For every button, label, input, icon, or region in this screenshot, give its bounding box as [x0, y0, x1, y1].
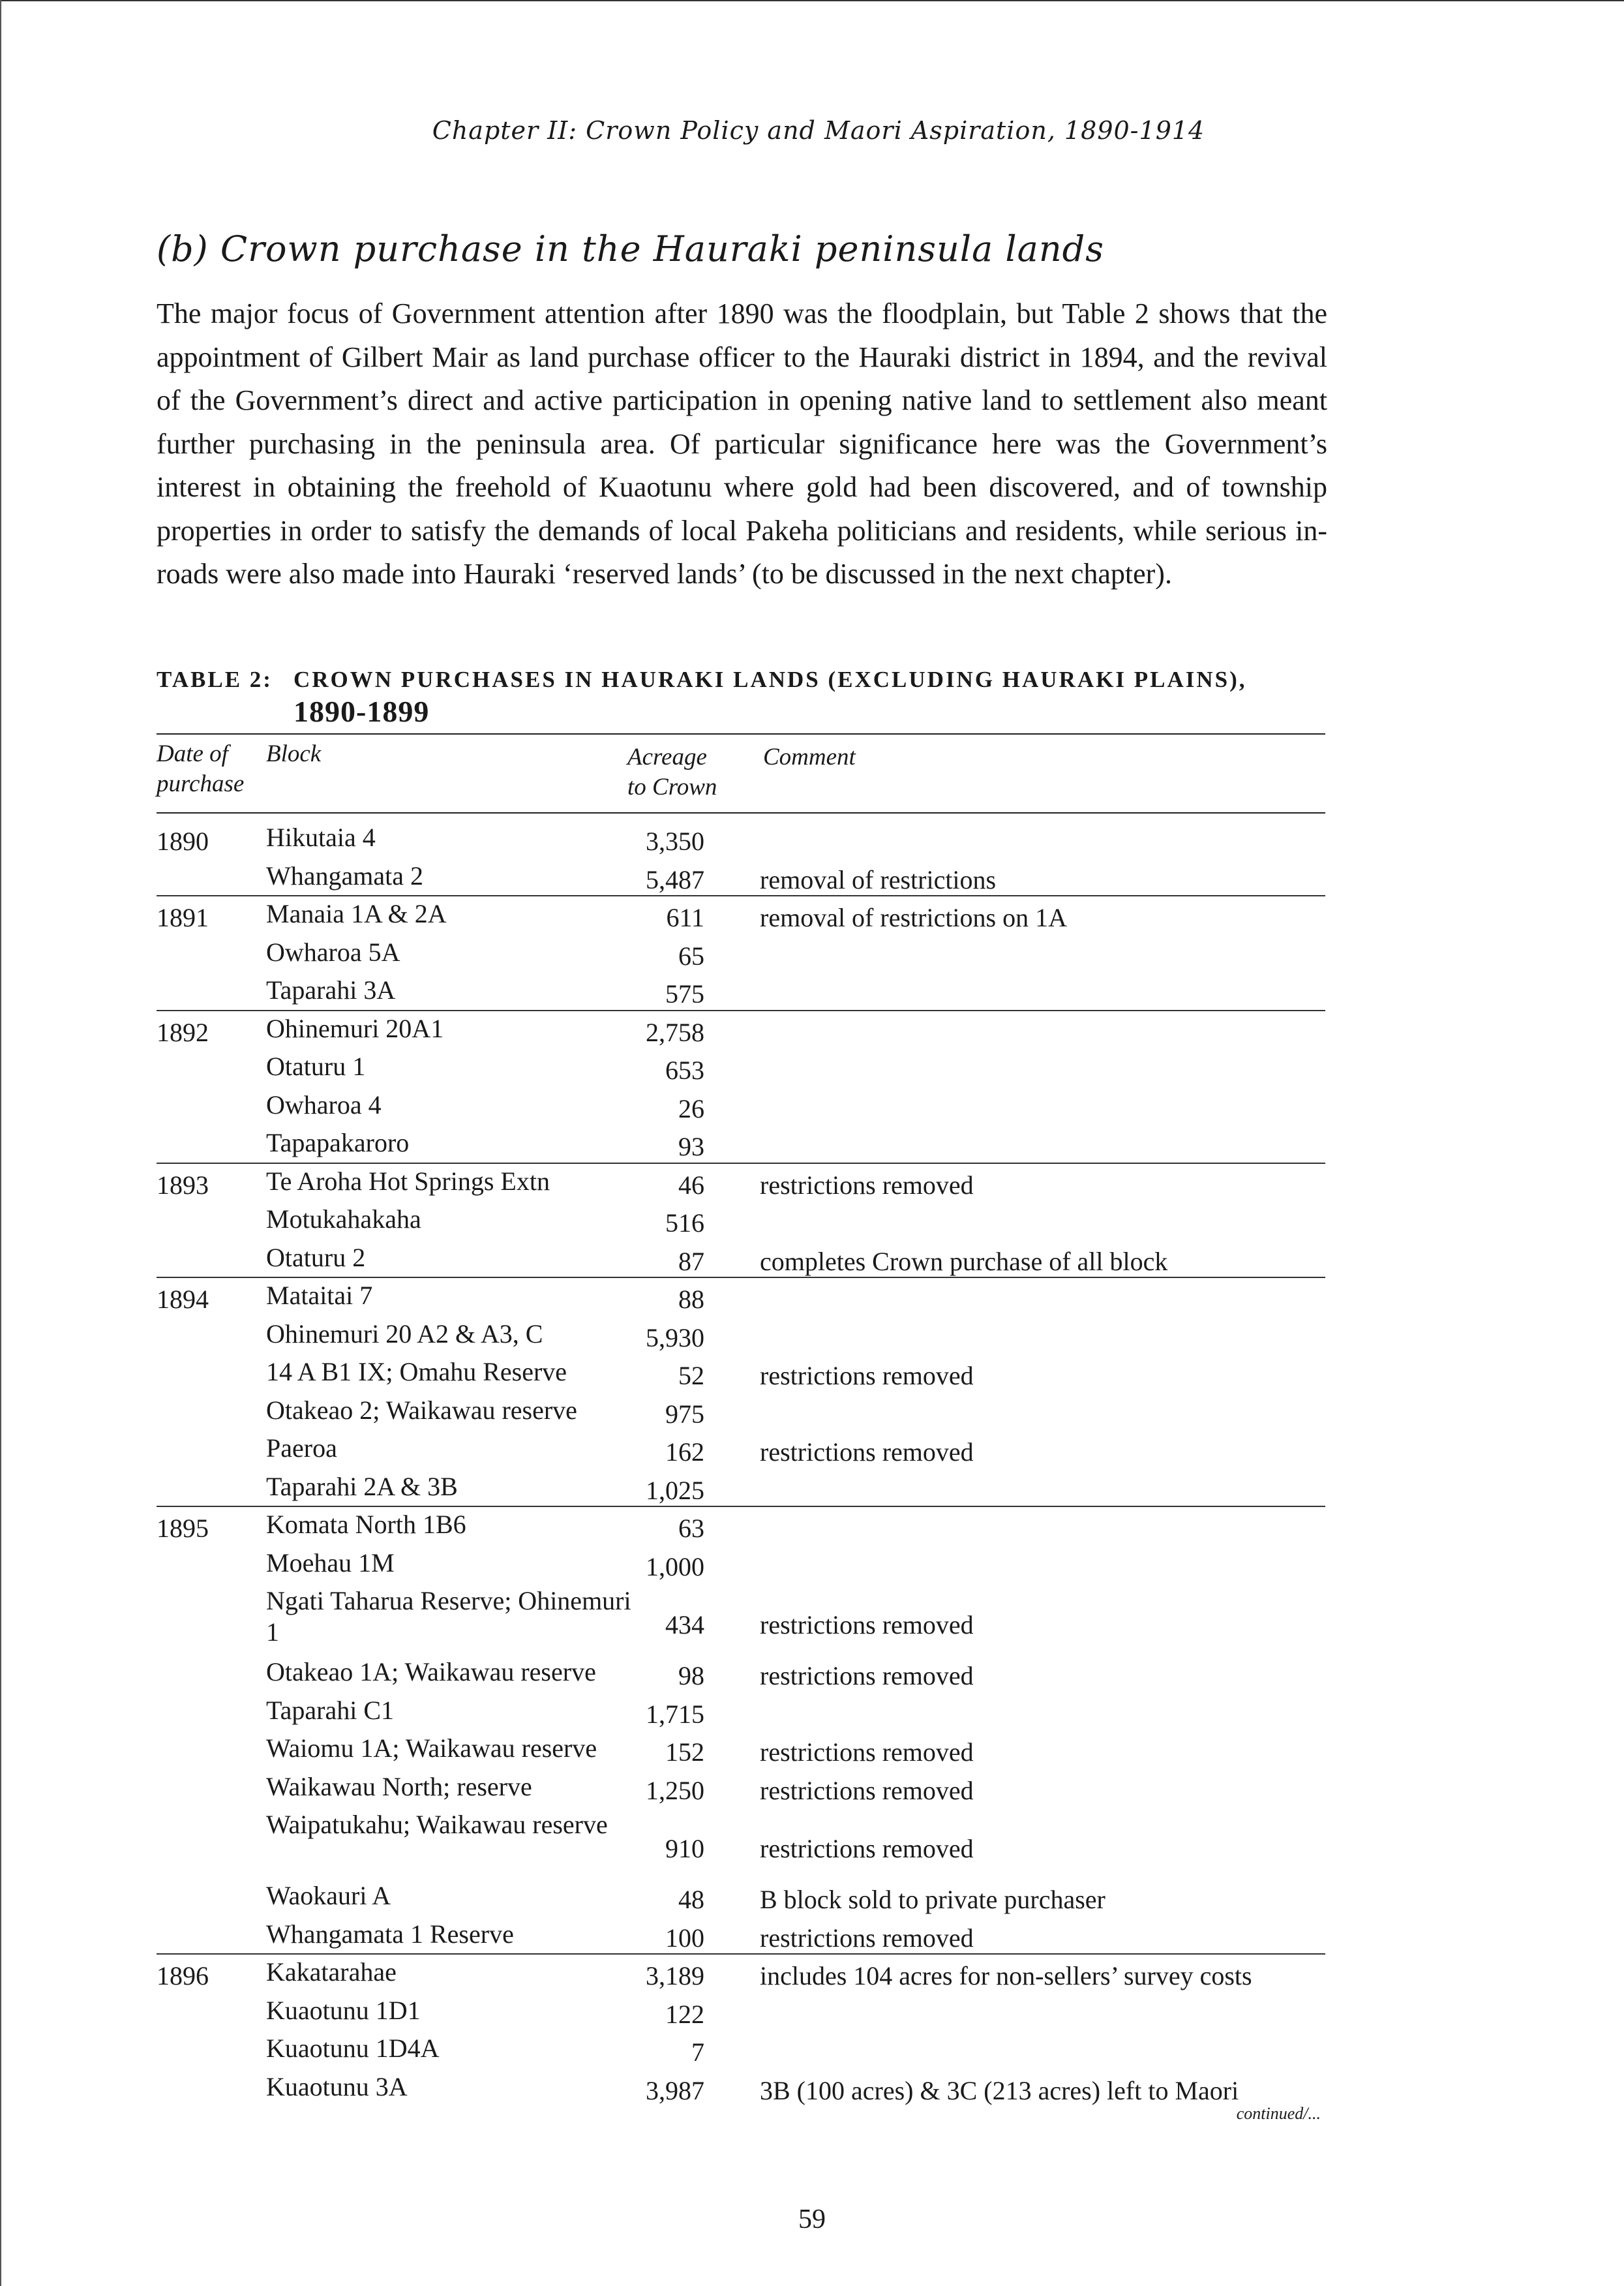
block-name: Mataitai 7	[266, 1281, 373, 1310]
scan-left-edge	[0, 0, 1, 2286]
column-header-acreage-line2: to Crown	[627, 774, 717, 800]
block-name: Kakatarahae	[266, 1957, 397, 1987]
acreage-to-crown: 3,350	[646, 827, 704, 856]
table-row	[157, 1654, 1325, 1692]
block-name: Owharoa 4	[266, 1090, 382, 1120]
acreage-to-crown: 65	[678, 941, 704, 971]
acreage-to-crown: 52	[678, 1361, 704, 1390]
acreage-to-crown: 2,758	[646, 1017, 704, 1047]
comment: restrictions removed	[760, 1737, 974, 1767]
comment: restrictions removed	[760, 1361, 974, 1390]
block-name: Otakeao 2; Waikawau reserve	[266, 1395, 577, 1425]
acreage-to-crown: 100	[665, 1923, 704, 1953]
block-name: Moehau 1M	[266, 1547, 395, 1577]
table-row	[157, 1769, 1325, 1807]
table-row	[157, 1916, 1325, 1955]
table-row	[157, 1277, 1325, 1316]
table-row	[157, 1506, 1325, 1545]
table-row	[157, 1201, 1325, 1240]
comment: completes Crown purchase of all block	[760, 1246, 1168, 1276]
table-row	[157, 1087, 1325, 1125]
column-header-comment: Comment	[763, 744, 856, 770]
acreage-to-crown: 910	[665, 1833, 704, 1863]
comment: 3B (100 acres) & 3C (213 acres) left to Maori	[760, 2075, 1239, 2105]
block-name: Owharoa 5A	[266, 937, 400, 967]
acreage-to-crown: 611	[666, 903, 704, 932]
acreage-to-crown: 7	[691, 2037, 704, 2067]
table-caption-label: TABLE 2:	[157, 667, 273, 692]
table-row	[157, 1392, 1325, 1431]
block-name: Kuaotunu 1D4A	[266, 2034, 440, 2063]
comment: restrictions removed	[760, 1609, 974, 1639]
table-row	[157, 934, 1325, 973]
block-name: Whangamata 1 Reserve	[266, 1919, 514, 1949]
block-name: Taparahi 2A & 3B	[266, 1471, 458, 1501]
block-name: Otakeao 1A; Waikawau reserve	[266, 1657, 596, 1686]
acreage-to-crown: 5,487	[646, 864, 704, 894]
acreage-to-crown: 516	[665, 1208, 704, 1238]
body-paragraph: The major focus of Government attention after 1890 was the floodplain, but Table 2 shows that the appointment of Gilbert Mair as land purchase officer to the Hauraki district in 1894, and the revival of the Government’s direct and active participation in opening native land to settlement also meant further purchasing in the peninsula area. Of particular significance here was the Government’s interest in obtaining the freehold of Kuaotunu where gold had been discovered, and of township properties in order to satisfy the demands of local Pakeha politicians and residents, while serious in-roads were also made into Hauraki ‘reserved lands’ (to be discussed in the next chapter).	[157, 297, 1327, 590]
purchase-year: 1891	[157, 903, 209, 932]
block-name: Motukahakaha	[266, 1204, 421, 1234]
column-header-date-line1: Date of	[157, 740, 228, 767]
comment: removal of restrictions	[760, 864, 997, 894]
block-name: Manaia 1A & 2A	[266, 899, 447, 928]
table-header-rule	[157, 812, 1325, 814]
comment: restrictions removed	[760, 1833, 974, 1863]
acreage-to-crown: 63	[678, 1514, 704, 1543]
table-row	[157, 1806, 1325, 1878]
acreage-to-crown: 1,025	[646, 1475, 704, 1505]
column-header-acreage	[627, 742, 717, 802]
table-row	[157, 896, 1325, 934]
acreage-to-crown: 3,189	[646, 1961, 704, 1990]
table-row	[157, 1125, 1325, 1163]
acreage-to-crown: 46	[678, 1170, 704, 1200]
acreage-to-crown: 3,987	[646, 2075, 704, 2105]
table-row	[157, 819, 1325, 858]
scan-top-edge	[0, 0, 1624, 1]
comment: restrictions removed	[760, 1437, 974, 1467]
block-name: Otaturu 2	[266, 1242, 366, 1272]
block-name: 14 A B1 IX; Omahu Reserve	[266, 1357, 567, 1386]
table-caption	[157, 667, 1247, 729]
acreage-to-crown: 88	[678, 1285, 704, 1314]
acreage-to-crown: 575	[665, 979, 704, 1009]
column-header-block: Block	[266, 740, 322, 767]
column-header-acreage-line1: Acreage	[627, 744, 707, 770]
acreage-to-crown: 975	[665, 1399, 704, 1429]
acreage-to-crown: 26	[678, 1093, 704, 1123]
acreage-to-crown: 48	[678, 1885, 704, 1914]
table-row	[157, 1730, 1325, 1769]
acreage-to-crown: 653	[665, 1056, 704, 1085]
comment: restrictions removed	[760, 1170, 974, 1200]
purchase-year: 1895	[157, 1514, 209, 1543]
table-row	[157, 1878, 1325, 1916]
acreage-to-crown: 152	[665, 1737, 704, 1767]
table-row	[157, 858, 1325, 896]
purchase-year: 1890	[157, 827, 209, 856]
purchase-year: 1892	[157, 1017, 209, 1047]
block-name: Komata North 1B6	[266, 1510, 466, 1539]
block-name: Kuaotunu 1D1	[266, 1995, 421, 2025]
purchase-year: 1894	[157, 1285, 209, 1314]
acreage-to-crown: 93	[678, 1132, 704, 1161]
block-name: Otaturu 1	[266, 1052, 366, 1081]
acreage-to-crown: 1,000	[646, 1551, 704, 1581]
table-row	[157, 1354, 1325, 1392]
column-header-date-line2: purchase	[157, 770, 245, 797]
table-row	[157, 1469, 1325, 1507]
acreage-to-crown: 1,715	[646, 1699, 704, 1729]
table-row	[157, 1992, 1325, 2031]
block-name: Ohinemuri 20A1	[266, 1013, 444, 1043]
section-heading: (b) Crown purchase in the Hauraki peninsula lands	[157, 228, 1104, 269]
block-name: Waikawau North; reserve	[266, 1771, 532, 1801]
table-caption-years: 1890-1899	[293, 695, 430, 728]
column-header-date	[157, 739, 244, 799]
purchase-year: 1896	[157, 1961, 209, 1990]
table-row	[157, 1240, 1325, 1278]
table-row	[157, 2030, 1325, 2069]
block-name: Kuaotunu 3A	[266, 2071, 408, 2101]
block-name: Taparahi 3A	[266, 975, 396, 1005]
block-name: Ngati Taharua Reserve; Ohinemuri 1	[266, 1586, 631, 1647]
acreage-to-crown: 162	[665, 1437, 704, 1467]
table-row	[157, 1692, 1325, 1731]
acreage-to-crown: 98	[678, 1661, 704, 1690]
table-row	[157, 1430, 1325, 1469]
table-row	[157, 1048, 1325, 1087]
acreage-to-crown: 122	[665, 1999, 704, 2029]
page-number: 59	[798, 2204, 826, 2234]
continued-note: continued/...	[1236, 2104, 1321, 2123]
comment: includes 104 acres for non-sellers’ survey costs	[760, 1961, 1252, 1990]
comment: restrictions removed	[760, 1775, 974, 1805]
purchase-year: 1893	[157, 1170, 209, 1200]
table-row	[157, 1011, 1325, 1049]
block-name: Taparahi C1	[266, 1695, 395, 1725]
block-name: Waiomu 1A; Waikawau reserve	[266, 1733, 597, 1763]
block-name: Whangamata 2	[266, 861, 423, 891]
table-caption-title: CROWN PURCHASES IN HAURAKI LANDS (EXCLUDING HAURAKI PLAINS),	[293, 667, 1247, 692]
comment: restrictions removed	[760, 1923, 974, 1953]
table-row	[157, 1545, 1325, 1583]
table-row	[157, 2069, 1325, 2107]
block-name: Ohinemuri 20 A2 & A3, C	[266, 1318, 543, 1349]
table-row	[157, 1954, 1325, 1992]
block-name: Te Aroha Hot Springs Extn	[266, 1166, 550, 1196]
table-row	[157, 1316, 1325, 1354]
block-name: Waipatukahu; Waikawau reserve	[266, 1810, 608, 1839]
running-head: Chapter II: Crown Policy and Maori Aspiration, 1890-1914	[432, 116, 1205, 145]
acreage-to-crown: 87	[678, 1246, 704, 1276]
table-top-rule	[157, 733, 1325, 735]
acreage-to-crown: 434	[665, 1609, 704, 1639]
table-row	[157, 1163, 1325, 1202]
table-row	[157, 1583, 1325, 1654]
acreage-to-crown: 5,930	[646, 1322, 704, 1352]
block-name: Hikutaia 4	[266, 823, 376, 852]
block-name: Waokauri A	[266, 1881, 391, 1910]
comment: removal of restrictions on 1A	[760, 903, 1067, 932]
table-row	[157, 972, 1325, 1011]
acreage-to-crown: 1,250	[646, 1775, 704, 1805]
comment: B block sold to private purchaser	[760, 1885, 1105, 1914]
block-name: Tapapakaroro	[266, 1128, 410, 1157]
comment: restrictions removed	[760, 1661, 974, 1690]
block-name: Paeroa	[266, 1433, 337, 1463]
